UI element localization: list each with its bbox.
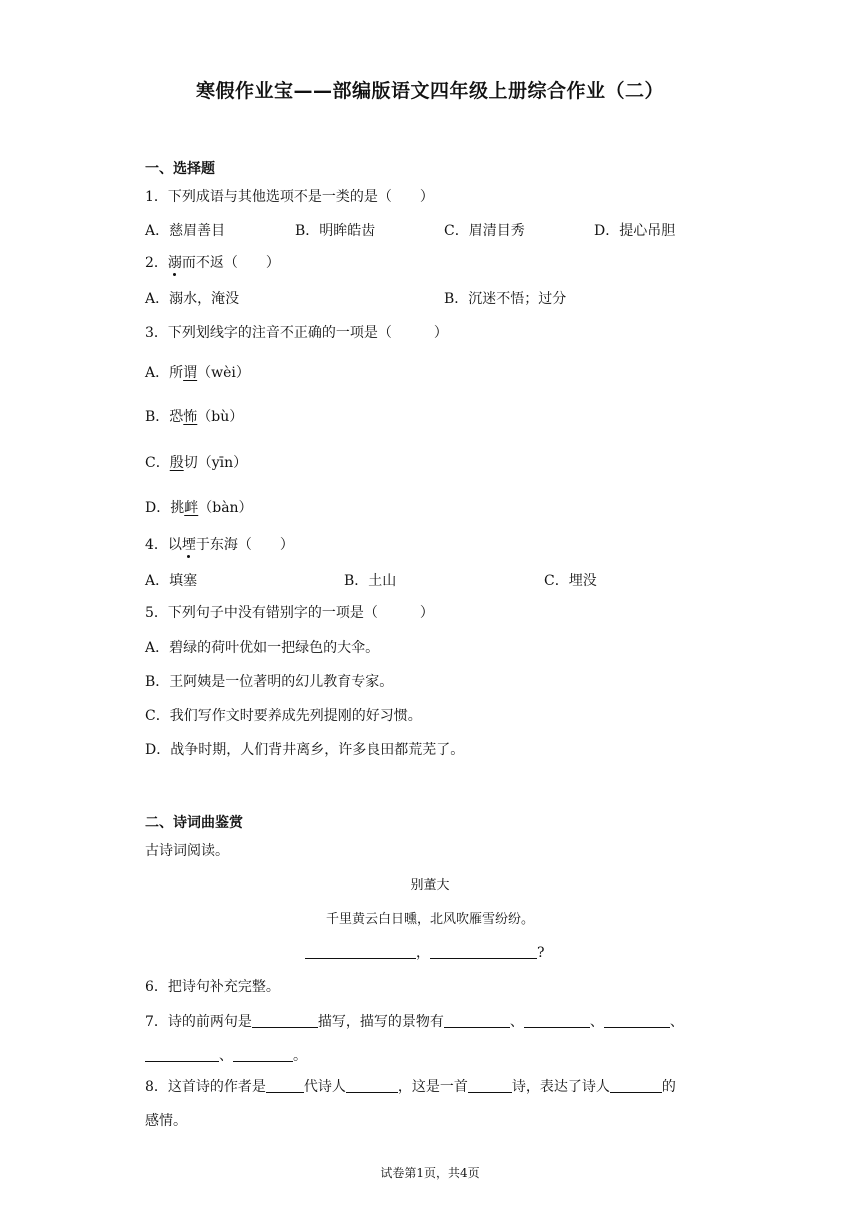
q7-blank-5[interactable] bbox=[145, 1047, 219, 1062]
q1-option-a: A．慈眉善目 bbox=[145, 223, 226, 239]
q5-option-a: A．碧绿的荷叶优如一把绿色的大伞。 bbox=[145, 640, 380, 656]
question-5-stem: 5．下列句子中没有错别字的一项是（ ） bbox=[145, 605, 434, 621]
q1-option-c: C．眉清目秀 bbox=[444, 223, 525, 239]
page-title: 寒假作业宝——部编版语文四年级上册综合作业（二） bbox=[195, 80, 664, 102]
q4-option-a: A．填塞 bbox=[145, 573, 198, 589]
poem-line-2-blanks: ， ? bbox=[305, 942, 545, 962]
q3-c-underlined: 殷 bbox=[169, 455, 184, 471]
poetry-intro: 古诗词阅读。 bbox=[145, 843, 229, 859]
q2-dotted-char: 溺 bbox=[167, 255, 182, 271]
q2-option-b: B．沉迷不悟；过分 bbox=[444, 291, 567, 307]
q7-blank-1[interactable] bbox=[252, 1013, 318, 1028]
question-8-line-1: 8．这首诗的作者是 代诗人 ，这是一首 诗，表达了诗人 的 bbox=[145, 1079, 676, 1095]
question-1-stem: 1．下列成语与其他选项不是一类的是（ ） bbox=[145, 189, 434, 205]
question-7-line-2: 、 。 bbox=[145, 1045, 307, 1065]
q4-dotted-char: 堙 bbox=[181, 537, 196, 553]
q8-blank-3[interactable] bbox=[468, 1078, 512, 1093]
section-heading-poetry: 二、诗词曲鉴赏 bbox=[145, 815, 243, 831]
q7-blank-4[interactable] bbox=[604, 1013, 670, 1028]
poem-title: 别董大 bbox=[410, 878, 450, 893]
question-2-stem bbox=[145, 252, 280, 272]
poem-blank-1[interactable] bbox=[305, 944, 416, 959]
q2-option-a: A．溺水，淹没 bbox=[145, 291, 240, 307]
q8-blank-4[interactable] bbox=[610, 1078, 662, 1093]
q5-option-d: D．战争时期，人们背井离乡，许多良田都荒芜了。 bbox=[145, 742, 465, 758]
question-3-stem: 3．下列划线字的注音不正确的一项是（ ） bbox=[145, 325, 448, 341]
question-8-line-2: 感情。 bbox=[145, 1113, 187, 1129]
q2-rest: 而不返（ ） bbox=[181, 255, 280, 271]
q8-blank-2[interactable] bbox=[346, 1078, 398, 1093]
q3-a-underlined: 谓 bbox=[183, 365, 198, 381]
q3-b-underlined: 怖 bbox=[183, 409, 198, 425]
q5-option-b: B．王阿姨是一位著明的幻儿教育专家。 bbox=[145, 674, 394, 690]
q7-blank-6[interactable] bbox=[233, 1047, 293, 1062]
q3-d-underlined: 衅 bbox=[184, 500, 199, 516]
q1-option-b: B．明眸皓齿 bbox=[295, 223, 376, 239]
section-heading-choice: 一、选择题 bbox=[145, 161, 215, 177]
question-4-stem: 4．以堙于东海（ ） bbox=[145, 537, 294, 553]
q3-option-c: C．殷切（yīn） bbox=[145, 455, 248, 471]
poem-blank-2[interactable] bbox=[430, 944, 537, 959]
q4-option-b: B．土山 bbox=[344, 573, 397, 589]
question-6: 6．把诗句补充完整。 bbox=[145, 979, 280, 995]
question-7-line-1: 7．诗的前两句是 描写，描写的景物有 、 、 、 bbox=[145, 1014, 684, 1030]
q1-option-d: D．提心吊胆 bbox=[594, 223, 676, 239]
q2-num: 2． bbox=[145, 255, 168, 271]
q5-option-c: C．我们写作文时要养成先列提刚的好习惯。 bbox=[145, 708, 422, 724]
q7-blank-2[interactable] bbox=[444, 1013, 510, 1028]
page-footer: 试卷第1页，共4页 bbox=[380, 1166, 480, 1180]
q3-option-a: A．所谓（wèi） bbox=[145, 365, 250, 381]
q7-blank-3[interactable] bbox=[524, 1013, 590, 1028]
q3-option-d: D．挑衅（bàn） bbox=[145, 500, 253, 516]
q4-option-c: C．埋没 bbox=[544, 573, 597, 589]
q8-blank-1[interactable] bbox=[266, 1078, 304, 1093]
poem-line-1: 千里黄云白日曛，北风吹雁雪纷纷。 bbox=[325, 912, 534, 927]
q3-option-b: B．恐怖（bù） bbox=[145, 409, 244, 425]
